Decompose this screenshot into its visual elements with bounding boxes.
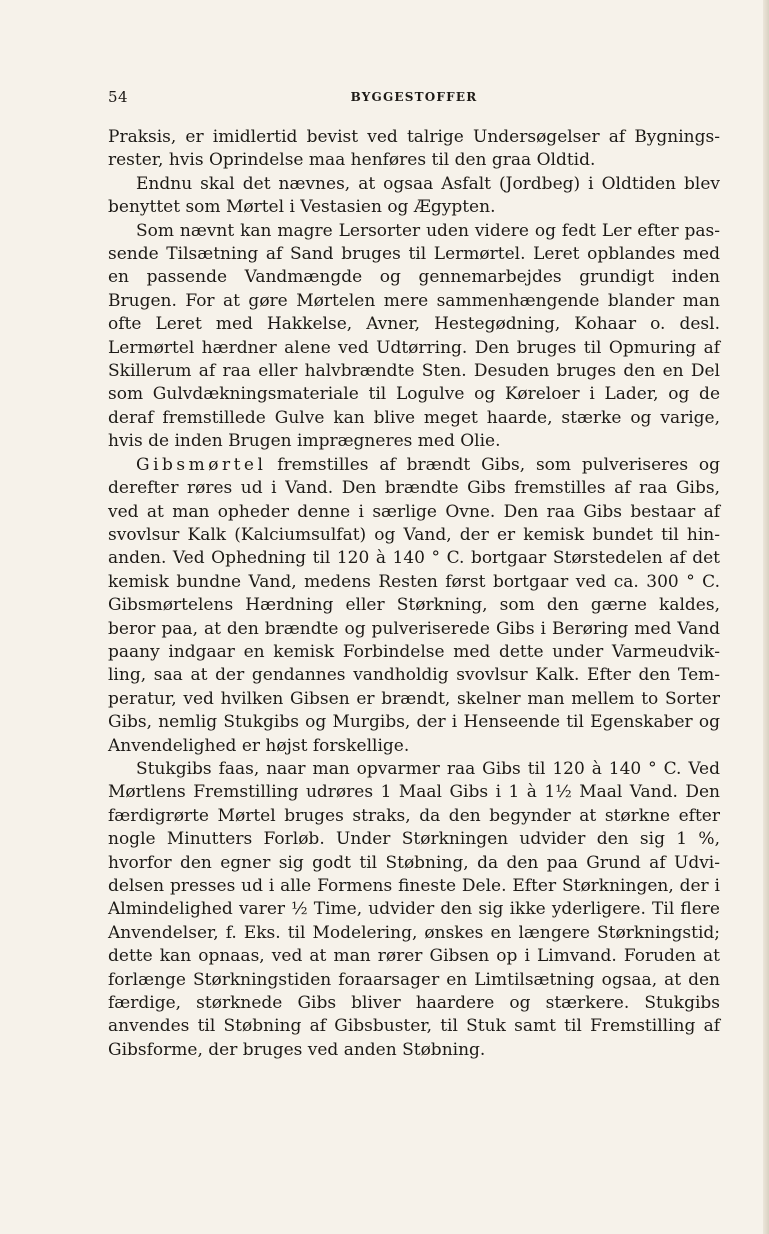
page-header (108, 88, 720, 110)
paragraph-4 (108, 454, 720, 758)
paragraph-1: Praksis, er imidlertid bevist ved talrige Undersøgelser af Bygningsrester, hvis Oprindelse maa henføres til den graa Oldtid. (108, 127, 720, 171)
paragraph-5: Stukgibs faas, naar man opvarmer raa Gibs til 120 à 140 ° C. Ved Mørtlens Fremstilling udrøres 1 Maal Gibs i 1 à 1½ Maal Vand. Den færdigrørte Mørtel bruges straks, da den begynder at størkne efter nogle Minutters Forløb. Under Størkningen udvider den sig 1 %, hvorfor den egner sig godt til Støbning, da den paa Grund af Udvidelsen presses ud i alle Formens fineste Dele. Efter Størkningen, der i Almindelighed varer ½ Time, udvider den sig ikke yderligere. Til flere Anvendelser, f. Eks. til Modelering, ønskes en længere Størkningstid; dette kan opnaas, ved at man rører Gibsen op i Limvand. Foruden at forlænge Størkningstiden foraarsager en Limtilsætning ogsaa, at den færdige, størknede Gibs bliver haardere og stærkere. Stukgibs anvendes til Støbning af Gibsbuster, til Stuk samt til Fremstilling af Gibsforme, der bruges ved anden Støbning. (108, 758, 720, 1060)
paragraph-4-text: fremstilles af brændt Gibs, som pulveriseres og derefter røres ud i Vand. Den brændte Gibs fremstilles af raa Gibs, ved at man opheder denne i særlige Ovne. Den raa Gibs bestaar af svovlsur Kalk (Kalciumsulfat) og Vand, der er kemisk bundet til hinanden. Ved Ophedning til 120 à 140 ° C. bortgaar Størstedelen af det kemisk bundne Vand, medens Resten først bortgaar ved ca. 300 ° C. Gibsmørtelens Hærdning eller Størkning, som den gærne kaldes, beror paa, at den brændte og pulveriserede Gibs i Berøring med Vand paany indgaar en kemisk Forbindelse med dette under Varmeudvikling, saa at der gendannes vandholdig svovlsur Kalk. Efter den Temperatur, ved hvilken Gibsen er brændt, skelner man mellem to Sorter Gibs, nemlig Stukgibs og Murgibs, der i Henseende til Egenskaber og Anvendelighed er højst forskellige. (108, 454, 720, 756)
running-title: BYGGESTOFFER (350, 90, 478, 104)
page-number: 54 (108, 88, 129, 106)
body-text (108, 126, 720, 1062)
paragraph-3: Som nævnt kan magre Lersorter uden videre og fedt Ler efter passende Tilsætning af Sand bruges til Lermørtel. Leret opblandes med en passende Vandmængde og gennemarbejdes grundigt inden Brugen. For at gøre Mørtelen mere sammenhængende blander man ofte Leret med Hakkelse, Avner, Hestegødning, Kohaar o. desl. Lermørtel hærdner alene ved Udtørring. Den bruges til Opmuring af Skillerum af raa eller halvbrændte Sten. Desuden bruges den en Del som Gulvdækningsmateriale til Logulve og Køreloer i Lader, og de deraf fremstillede Gulve kan blive meget haarde, stærke og varige, hvis de inden Brugen imprægneres med Olie. (108, 220, 720, 452)
page-edge (763, 0, 769, 1234)
paragraph-2: Endnu skal det nævnes, at ogsaa Asfalt (Jordbeg) i Oldtiden blev benyttet som Mørtel i Vestasien og Ægypten. (108, 173, 720, 218)
gibsmortel-term: Gibsmørtel (136, 454, 267, 475)
